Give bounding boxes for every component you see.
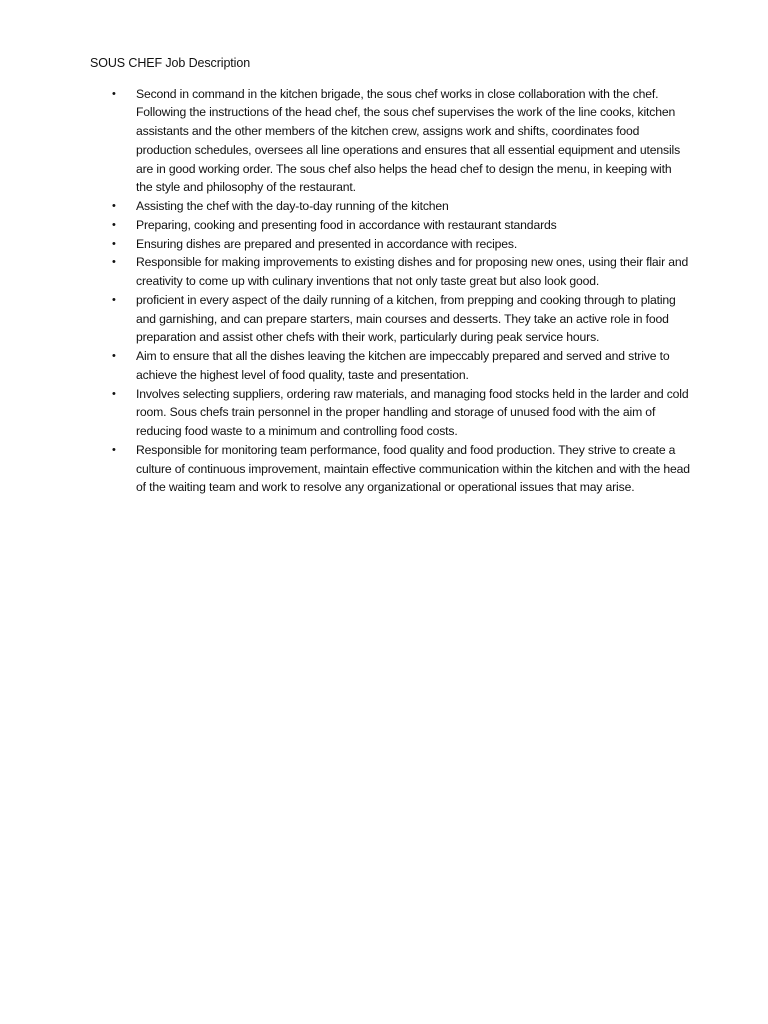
bullet-icon: • (112, 350, 116, 362)
bullet-icon: • (112, 237, 116, 250)
bullet-icon: • (112, 200, 116, 212)
bullet-icon: • (112, 256, 116, 269)
list-item (90, 197, 690, 216)
list-item (90, 216, 690, 235)
bullet-icon: • (112, 293, 116, 306)
list-item-text: Involves selecting suppliers, ordering raw materials, and managing food stocks held in the larder and cold room. Sous chefs train personnel in the proper handling and storage of unused food with the aim of reducing food waste to a minimum and controlling food costs. (136, 386, 689, 438)
bullet-icon: • (112, 218, 116, 231)
list-item-text: proficient in every aspect of the daily running of a kitchen, from prepping and cooking through to plating and garnishing, and can prepare starters, main courses and desserts. They take an active role in food preparation and assist other chefs with their work, particularly during peak service hours. (136, 292, 676, 345)
responsibilities-list (90, 85, 690, 498)
list-item (90, 291, 690, 347)
list-item-text: Ensuring dishes are prepared and presented in accordance with recipes. (136, 236, 518, 251)
list-item-text: Aim to ensure that all the dishes leaving the kitchen are impeccably prepared and served and strive to achieve the highest level of food quality, taste and presentation. (136, 349, 670, 382)
bullet-icon: • (112, 87, 116, 100)
list-item (90, 385, 690, 441)
bullet-icon: • (112, 387, 116, 400)
list-item-text: Responsible for making improvements to existing dishes and for proposing new ones, using their flair and creativity to come up with culinary inventions that not only taste great but also look good. (136, 255, 689, 288)
document-title: SOUS CHEF Job Description (90, 56, 251, 70)
list-item (90, 85, 690, 198)
list-item (90, 253, 690, 291)
list-item-text: Assisting the chef with the day-to-day running of the kitchen (136, 199, 449, 213)
bullet-icon: • (112, 443, 116, 456)
list-item-text: Responsible for monitoring team performance, food quality and food production. They strive to create a culture of continuous improvement, maintain effective communication within the kitchen and with the head of the waiting team and work to resolve any organizational or operational issues that may arise. (136, 442, 690, 495)
list-item-text: Preparing, cooking and presenting food in accordance with restaurant standards (136, 217, 557, 232)
list-item (90, 347, 690, 385)
list-item (90, 441, 690, 497)
list-item-text: Second in command in the kitchen brigade, the sous chef works in close collaboration with the chef. Following the instructions of the head chef, the sous chef supervises the work of the line cooks, kitchen assistants and the other members of the kitchen crew, assigns work and shifts, coordinates food production schedules, oversees all line operations and ensures that all essential equipment and utensils are in good working order. The sous chef also helps the head chef to design the menu, in keeping with the style and philosophy of the restaurant. (136, 86, 681, 195)
list-item (90, 235, 690, 254)
